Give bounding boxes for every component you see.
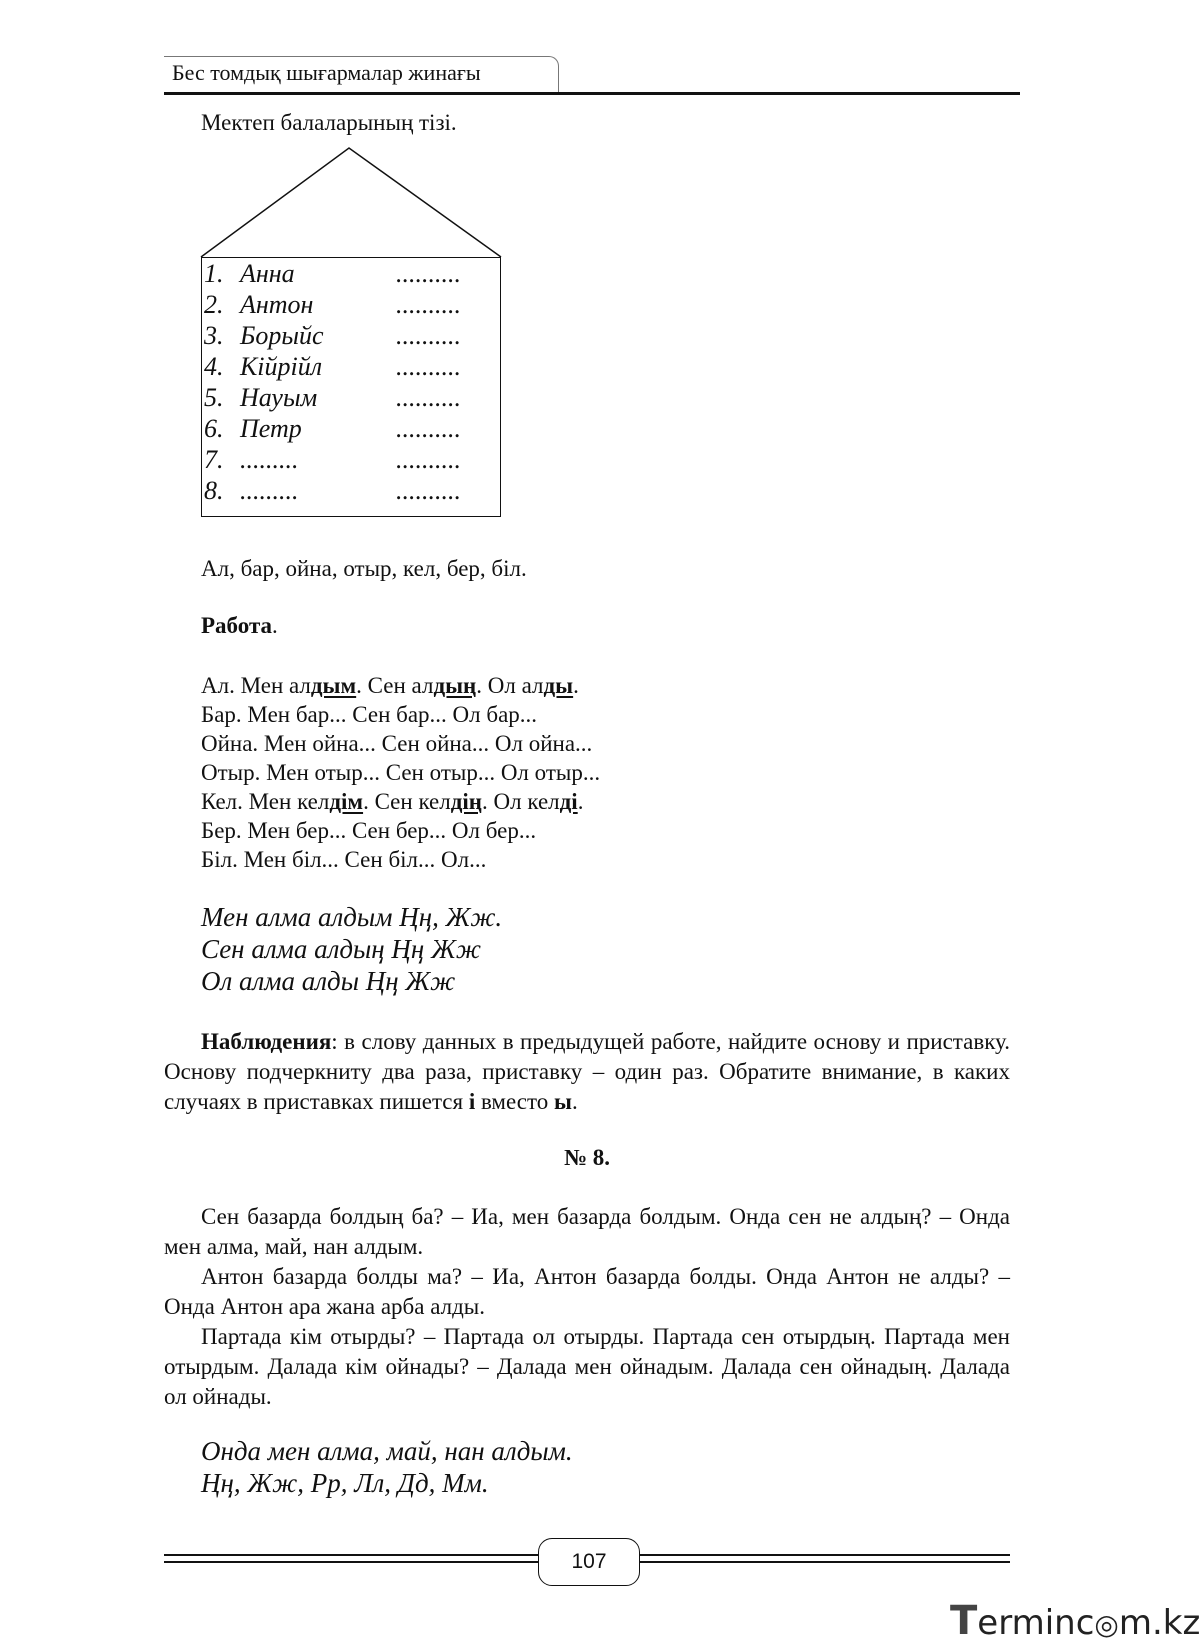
conjugation-line-ber: Бер. Мен бер... Сен бер... Ол бер... — [201, 818, 537, 843]
footer-rule-left — [164, 1554, 544, 1556]
roster-row: 7. ......... .......... — [204, 445, 461, 474]
roster-row: 1. Анна .......... — [204, 259, 461, 288]
work-heading: Работа. — [201, 613, 278, 638]
running-header: Бес томдық шығармалар жинағы — [172, 60, 481, 85]
handwriting-line: Сен алма алдың Ңң Жж — [201, 934, 481, 964]
dialogue-paragraph: Сен базарда болдың ба? – Иа, мен базарда болдым. Онда сен не алдың? – Онда мен алма, май, нан алдым. — [164, 1204, 1010, 1259]
roster-row: 8. ......... .......... — [204, 476, 461, 505]
roster-row: 4. Кійрійл .......... — [204, 352, 461, 381]
conjugation-line-oyna: Ойна. Мен ойна... Сен ойна... Ол ойна... — [201, 731, 593, 756]
conjugation-line-otyr: Отыр. Мен отыр... Сен отыр... Ол отыр... — [201, 760, 601, 785]
site-watermark: Terminc◎m.kz — [950, 1598, 1200, 1644]
handwriting-line: Мен алма алдым Ңң, Жж. — [201, 902, 503, 932]
roster-row: 5. Науым .......... — [204, 383, 461, 412]
roster-row: 2. Антон .......... — [204, 290, 461, 319]
handwriting-line: Онда мен алма, май, нан алдым. — [201, 1436, 573, 1466]
dialogue-paragraph: Партада кім отырды? – Партада ол отырды. Партада сен отырдың. Партада мен отырдым. Далада кім ойнады? – Далада мен ойнадым. Далада сен ойнадың. Далада ол ойнады. — [164, 1324, 1010, 1409]
exercise-number: № 8. — [563, 1145, 611, 1170]
header-rule — [164, 92, 1020, 95]
house-roof-drawing — [199, 145, 505, 260]
dialogue-paragraph: Антон базарда болды ма? – Иа, Антон базарда болды. Онда Антон не алды? – Онда Антон ара жана арба алды. — [164, 1264, 1010, 1319]
footer-rule-right — [634, 1554, 1010, 1556]
conjugation-line-kel: Кел. Мен келдім. Сен келдің. Ол келді. — [201, 789, 584, 814]
page-number: 107 — [538, 1538, 640, 1586]
handwriting-line: Ол алма алды Ңң Жж — [201, 966, 456, 996]
list-caption: Мектеп балаларының тізі. — [201, 110, 457, 135]
conjugation-line-bar: Бар. Мен бар... Сен бар... Ол бар... — [201, 702, 538, 727]
footer-rule-right — [634, 1561, 1010, 1563]
footer-rule-left — [164, 1561, 544, 1563]
verbs-line: Ал, бар, ойна, отыр, кел, бер, біл. — [201, 556, 527, 581]
conjugation-line-al: Ал. Мен алдым. Сен алдың. Ол алды. — [201, 673, 579, 698]
observation-paragraph: Наблюдения: в слову данных в предыдущей работе, найдите основу и приставку. Основу подчеркниту два раза, приставку – один раз. Обратите внимание, в каких случаях в приставках пишется і вместо ы. — [164, 1029, 1010, 1114]
student-roster-box — [201, 257, 501, 517]
roster-row: 3. Борыйс .......... — [204, 321, 461, 350]
roster-row: 6. Петр .......... — [204, 414, 461, 443]
conjugation-line-bil: Біл. Мен біл... Сен біл... Ол... — [201, 847, 487, 872]
handwriting-line: Ңң, Жж, Рр, Лл, Дд, Мм. — [201, 1468, 489, 1498]
